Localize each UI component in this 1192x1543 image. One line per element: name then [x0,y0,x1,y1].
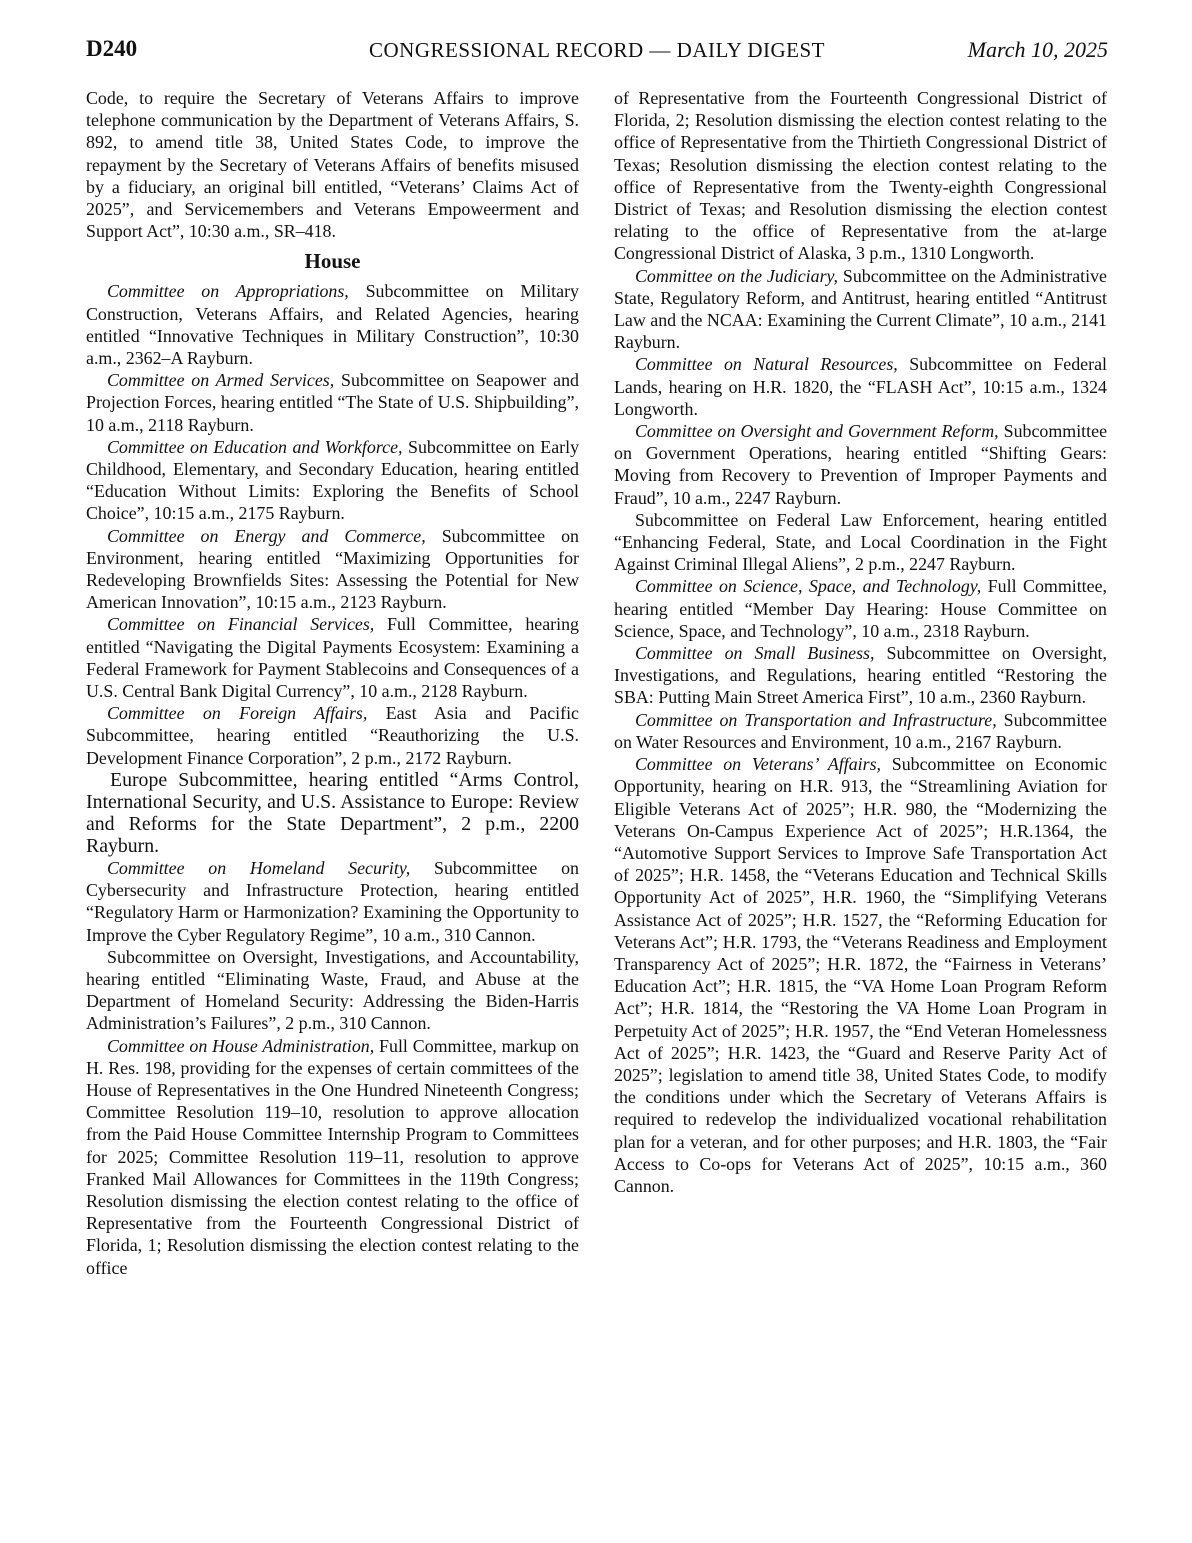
entry-armed-services [86,369,579,436]
entry-text: Subcommittee on Early Childhood, Elementary, and Secondary Education, hearing entitled “Education Without Limits: Exploring the Benefits of School Choice”, 10:15 a.m., 2175 Rayburn. [86,436,580,524]
paragraph: Code, to require the Secretary of Veterans Affairs to improve telephone communication by the Department of Veterans Affairs, S. 892, to amend title 38, United States Code, to improve the repayment by the Secretary of Veterans Affairs of benefits misused by a fiduciary, an original bill entitled, “Veterans’ Claims Act of 2025”, and Servicemembers and Veterans Empoweerment and Support Act”, 10:30 a.m., SR–418. [86,88,579,242]
section-heading-house: House [304,249,361,274]
entry-homeland-security [86,857,579,946]
committee-name: Committee on the Judiciary, [635,265,838,286]
page-number: D240 [86,36,138,61]
committee-name: Committee on Small Business, [635,643,875,664]
entry-text: Subcommittee on Seapower and Projection Forces, hearing entitled “The State of U.S. Shipbuilding”, 10 a.m., 2118 Rayburn. [86,370,579,435]
entry-foreign-affairs [86,702,579,769]
entry-natural-resources [614,353,1107,420]
committee-name: Committee on House Administration, [107,1035,375,1056]
committee-name: Committee on Oversight and Government Reform, [635,421,999,442]
entry-text: Subcommittee on Government Operations, hearing entitled “Shifting Gears: Moving from Recovery to Prevention of Improper Payments and Fraud”, 10 a.m., 2247 Rayburn. [614,421,1108,508]
committee-name: Committee on Homeland Security, [107,857,411,878]
entry-europe-subcommittee: Europe Subcommittee, hearing entitled “Arms Control, International Security, and U.S. Assistance to Europe: Review and Reforms for the State Department”, 2 p.m., 2200 Rayburn. [86,768,579,857]
entry-house-administration [86,1035,579,1279]
committee-name: Committee on Veterans’ Affairs, [635,754,882,775]
entry-text: Full Committee, hearing entitled “Navigating the Digital Payments Ecosystem: Examining a Federal Framework for Payment Stablecoins and Consequences of a U.S. Central Bank Digital Currency”, 10 a.m., 2128 Rayburn. [86,614,579,702]
entry-energy-commerce [86,525,579,614]
right-column [614,87,1107,1197]
entry-text: East Asia and Pacific Subcommittee, hearing entitled “Reauthorizing the U.S. Development Finance Corporation”, 2 p.m., 2172 Rayburn. [86,703,579,768]
entry-oversight-subcommittee: Subcommittee on Oversight, Investigations, and Accountability, hearing entitled “Eliminating Waste, Fraud, and Abuse at the Department of Homeland Security: Addressing the Biden-Harris Administration’s Failures”, 2 p.m., 310 Cannon. [86,946,579,1034]
entry-text: Subcommittee on Oversight, Investigations, and Regulations, hearing entitled “Restoring the SBA: Putting Main Street America First”, 10 a.m., 2360 Rayburn. [614,643,1107,708]
page-header [86,36,1108,76]
entry-education-workforce [86,436,579,525]
committee-name: Committee on Natural Resources, [635,354,898,375]
entry-small-business [614,642,1107,709]
committee-name: Committee on Appropriations, [107,281,349,302]
entry-federal-law-enforcement: Subcommittee on Federal Law Enforcement, hearing entitled “Enhancing Federal, State, and Local Coordination in the Fight Against Criminal Illegal Aliens”, 2 p.m., 2247 Rayburn. [614,509,1107,575]
entry-text: Full Committee, hearing entitled “Member Day Hearing: House Committee on Science, Space, and Technology”, 10 a.m., 2318 Rayburn. [614,576,1108,641]
entry-text: Subcommittee on Water Resources and Environment, 10 a.m., 2167 Rayburn. [614,709,1107,752]
entry-appropriations [86,280,579,369]
paragraph: of Representative from the Fourteenth Congressional District of Florida, 2; Resolution dismissing the election contest relating to the office of Representative from the Thirtieth Congressional District of Texas; Resolution dismissing the election contest relating to the office of Representative from the Twenty-eighth Congressional District of Texas; and Resolution dismissing the election contest relating to the office of Representative from the at-large Congressional District of Alaska, 3 p.m., 1310 Longworth. [614,88,1107,264]
entry-veterans-affairs [614,753,1107,1197]
entry-text: Subcommittee on the Administrative State, Regulatory Reform, and Antitrust, hearing entitled “Antitrust Law and the NCAA: Examining the Current Climate”, 10 a.m., 2141 Rayburn. [614,265,1107,353]
entry-science-space-technology [614,575,1107,642]
issue-date: March 10, 2025 [967,37,1108,62]
entry-text: Subcommittee on Economic Opportunity, hearing on H.R. 913, the “Streamlining Aviation for Eligible Veterans Act of 2025”; H.R. 980, the “Modernizing the Veterans On-Campus Experience Act of 2025”; H.R.1364, the “Automotive Support Services to Improve Safe Transportation Act of 2025”; H.R. 1458, the “Veterans Education and Technical Skills Opportunity Act of 2025”, H.R. 1960, the “Simplifying Veterans Assistance Act of 2025”; H.R. 1527, the “Reforming Education for Veterans Act”; H.R. 1793, the “Veterans Readiness and Employment Transparency Act of 2025”; H.R. 1872, the “Fairness in Veterans’ Education Act”; H.R. 1815, the “VA Home Loan Program Reform Act”; H.R. 1814, the “Restoring the VA Home Loan Program in Perpetuity Act of 2025”; H.R. 1957, the “End Veteran Homelessness Act of 2025”; H.R. 1423, the “Guard and Reserve Parity Act of 2025”; legislation to amend title 38, United States Code, to modify the conditions under which the Secretary of Veterans Affairs is required to redevelop the individualized vocational rehabilitation plan for a veteran, and for other purposes; and H.R. 1803, the “Fair Access to Co-ops for Veterans Act of 2025”, 10:15 a.m., 360 Cannon. [614,754,1107,1196]
committee-name: Committee on Science, Space, and Technology, [635,576,982,597]
committee-name: Committee on Transportation and Infrastructure, [635,709,997,730]
entry-oversight-reform [614,420,1107,509]
committee-name: Committee on Foreign Affairs, [107,703,368,724]
entry-text: Subcommittee on Environment, hearing entitled “Maximizing Opportunities for Redeveloping Brownfields Sites: Assessing the Potential for New American Innovation”, 10:15 a.m., 2123 Rayburn. [86,525,579,613]
publication-title: CONGRESSIONAL RECORD — DAILY DIGEST [368,38,825,62]
entry-financial-services [86,613,579,702]
committee-name: Committee on Financial Services, [107,614,375,635]
entry-text: Full Committee, markup on H. Res. 198, providing for the expenses of certain committees of the House of Representatives in the One Hundred Nineteenth Congress; Committee Resolution 119–10, resolution to approve allocation from the Paid House Committee Internship Program to Committees for 2025; Committee Resolution 119–11, resolution to approve Franked Mail Allowances for Committees in the 119th Congress; Resolution dismissing the election contest relating to the office of Representative from the Fourteenth Congressional District of Florida, 1; Resolution dismissing the election contest relating to the office [86,1035,579,1278]
entry-text: Subcommittee on Military Construction, Veterans Affairs, and Related Agencies, hearing entitled “Innovative Techniques in Military Construction”, 10:30 a.m., 2362–A Rayburn. [86,281,580,369]
committee-name: Committee on Energy and Commerce, [107,525,426,546]
committee-name: Committee on Armed Services, [107,370,335,391]
left-column [86,87,579,1279]
entry-text: Subcommittee on Federal Lands, hearing on H.R. 1820, the “FLASH Act”, 10:15 a.m., 1324 Longworth. [614,354,1107,419]
committee-name: Committee on Education and Workforce, [107,436,403,457]
entry-text: Subcommittee on Cybersecurity and Infrastructure Protection, hearing entitled “Regulatory Harm or Harmonization? Examining the Opportunity to Improve the Cyber Regulatory Regime”, 10 a.m., 310 Cannon. [86,857,579,945]
entry-transportation [614,709,1107,753]
entry-judiciary [614,265,1107,354]
